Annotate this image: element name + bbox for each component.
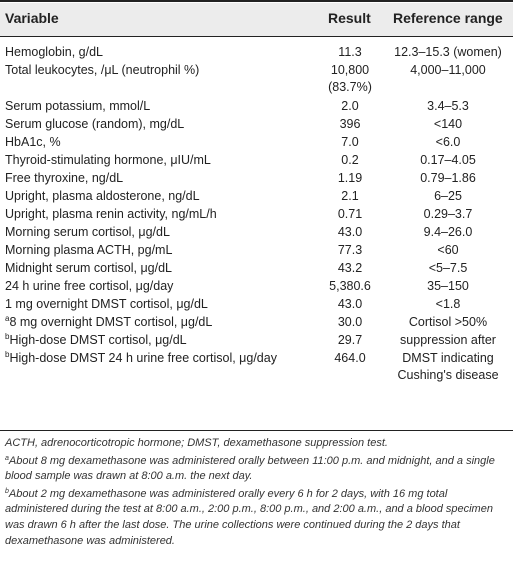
cell-reference: <140 [433, 117, 463, 131]
cell-reference: <6.0 [435, 135, 461, 149]
cell-reference: Cortisol >50% [408, 315, 488, 329]
table-row [0, 43, 513, 61]
header-reference: Reference range [393, 10, 503, 26]
cell-reference: 0.17–4.05 [420, 153, 476, 167]
variable-label: Midnight serum cortisol, μg/dL [5, 261, 172, 275]
table-row [0, 115, 513, 133]
cell-result: 2.1 [341, 189, 359, 203]
cell-reference-line2: Cushing's disease [397, 368, 499, 382]
footnote-b-mark: b [5, 487, 9, 495]
header-rule [0, 36, 513, 37]
cell-variable [5, 43, 103, 61]
cell-variable [5, 313, 212, 331]
table-row [0, 187, 513, 205]
cell-result: 10,800 [330, 63, 370, 77]
cell-result: 0.71 [337, 207, 363, 221]
footnote-a [5, 454, 508, 485]
cell-result: 464.0 [334, 351, 366, 365]
variable-label: Total leukocytes, /μL (neutrophil %) [5, 63, 200, 77]
footnote-abbreviations: ACTH, adrenocorticotropic hormone; DMST, dexamethasone suppression test. [5, 437, 388, 449]
cell-reference: <5–7.5 [428, 261, 468, 275]
variable-label: 8 mg overnight DMST cortisol, μg/dL [9, 315, 213, 329]
table-footnotes [5, 436, 508, 551]
variable-label: Serum glucose (random), mg/dL [5, 117, 185, 131]
header-result: Result [328, 10, 371, 26]
variable-label: Thyroid-stimulating hormone, μIU/mL [5, 153, 211, 167]
cell-result: 396 [339, 117, 361, 131]
variable-label: Free thyroxine, ng/dL [5, 171, 124, 185]
cell-variable [5, 223, 170, 241]
table-row [0, 205, 513, 223]
cell-reference: 3.4–5.3 [427, 99, 469, 113]
cell-result: 2.0 [341, 99, 359, 113]
cell-reference: 9.4–26.0 [423, 225, 473, 239]
variable-label: Morning plasma ACTH, pg/mL [5, 243, 173, 257]
table-row [0, 169, 513, 187]
cell-result: 11.3 [338, 45, 362, 59]
footnote-b [5, 487, 508, 549]
cell-variable [5, 115, 184, 133]
cell-reference: 0.29–3.7 [423, 207, 473, 221]
table-row [0, 331, 513, 349]
table-row [0, 295, 513, 313]
header-variable: Variable [5, 10, 59, 26]
cell-variable [5, 349, 277, 367]
table-row [0, 277, 513, 295]
cell-reference: 4,000–11,000 [410, 63, 486, 77]
footnote-marker: b [5, 350, 10, 359]
table-row [0, 97, 513, 115]
table-row [0, 259, 513, 277]
cell-result: 43.0 [337, 297, 363, 311]
top-rule [0, 0, 513, 2]
cell-reference: <1.8 [435, 297, 461, 311]
cell-variable [5, 259, 172, 277]
cell-variable [5, 169, 123, 187]
cell-reference: DMST indicating [402, 351, 494, 365]
variable-label: Hemoglobin, g/dL [5, 45, 103, 59]
cell-result: 0.2 [341, 153, 359, 167]
cell-reference: <60 [437, 243, 459, 257]
cell-variable [5, 295, 208, 313]
cell-variable [5, 61, 199, 79]
cell-variable [5, 151, 211, 169]
table-row [0, 133, 513, 151]
table-row [0, 241, 513, 259]
cell-reference: 35–150 [427, 279, 469, 293]
cell-variable [5, 97, 150, 115]
footnote-marker: a [5, 314, 10, 323]
variable-label: Upright, plasma renin activity, ng/mL/h [5, 207, 217, 221]
cell-result: 77.3 [337, 243, 363, 257]
cell-variable [5, 133, 61, 151]
cell-result: 29.7 [337, 333, 363, 347]
footnote-a-mark: a [5, 454, 9, 462]
cell-variable [5, 331, 187, 349]
cell-variable [5, 241, 172, 259]
cell-reference: 6–25 [434, 189, 462, 203]
cell-result: 43.2 [337, 261, 363, 275]
variable-label: HbA1c, % [5, 135, 61, 149]
cell-reference: 12.3–15.3 (women) [394, 45, 502, 59]
cell-reference: 0.79–1.86 [420, 171, 476, 185]
variable-label: 1 mg overnight DMST cortisol, μg/dL [5, 297, 208, 311]
cell-result-line2: (83.7%) [328, 80, 372, 94]
variable-label: Upright, plasma aldosterone, ng/dL [5, 189, 200, 203]
cell-variable [5, 187, 200, 205]
cell-reference: suppression after [400, 333, 496, 347]
variable-label: High-dose DMST 24 h urine free cortisol, μg/day [9, 351, 277, 365]
cell-result: 43.0 [337, 225, 363, 239]
variable-label: 24 h urine free cortisol, μg/day [5, 279, 174, 293]
bottom-rule [0, 430, 513, 431]
variable-label: Serum potassium, mmol/L [5, 99, 151, 113]
table-row [0, 223, 513, 241]
footnote-marker: b [5, 332, 10, 341]
cell-result: 1.19 [337, 171, 363, 185]
table-row [0, 313, 513, 331]
footnote-b-text: About 2 mg dexamethasone was administered orally every 6 h for 2 days, with 16 mg total administered during the test at 8:00 a.m., 2:00 p.m., 8:00 p.m., and 2:00 a.m., and a blood specimen was drawn 6 h after the last dose. The urine collections were continued during the 2 days that dexamethasone was administered. [5, 487, 493, 547]
table-row [0, 349, 513, 382]
variable-label: High-dose DMST cortisol, μg/dL [9, 333, 187, 347]
cell-variable [5, 205, 217, 223]
cell-result: 30.0 [337, 315, 363, 329]
table-row [0, 151, 513, 169]
footnote-a-text: About 8 mg dexamethasone was administered orally between 11:00 p.m. and midnight, and a single blood sample was drawn at 8:00 a.m. the next day. [5, 454, 495, 483]
cell-result: 7.0 [341, 135, 359, 149]
variable-label: Morning serum cortisol, μg/dL [5, 225, 170, 239]
cell-variable [5, 277, 173, 295]
table-row [0, 61, 513, 94]
cell-result: 5,380.6 [329, 279, 371, 293]
